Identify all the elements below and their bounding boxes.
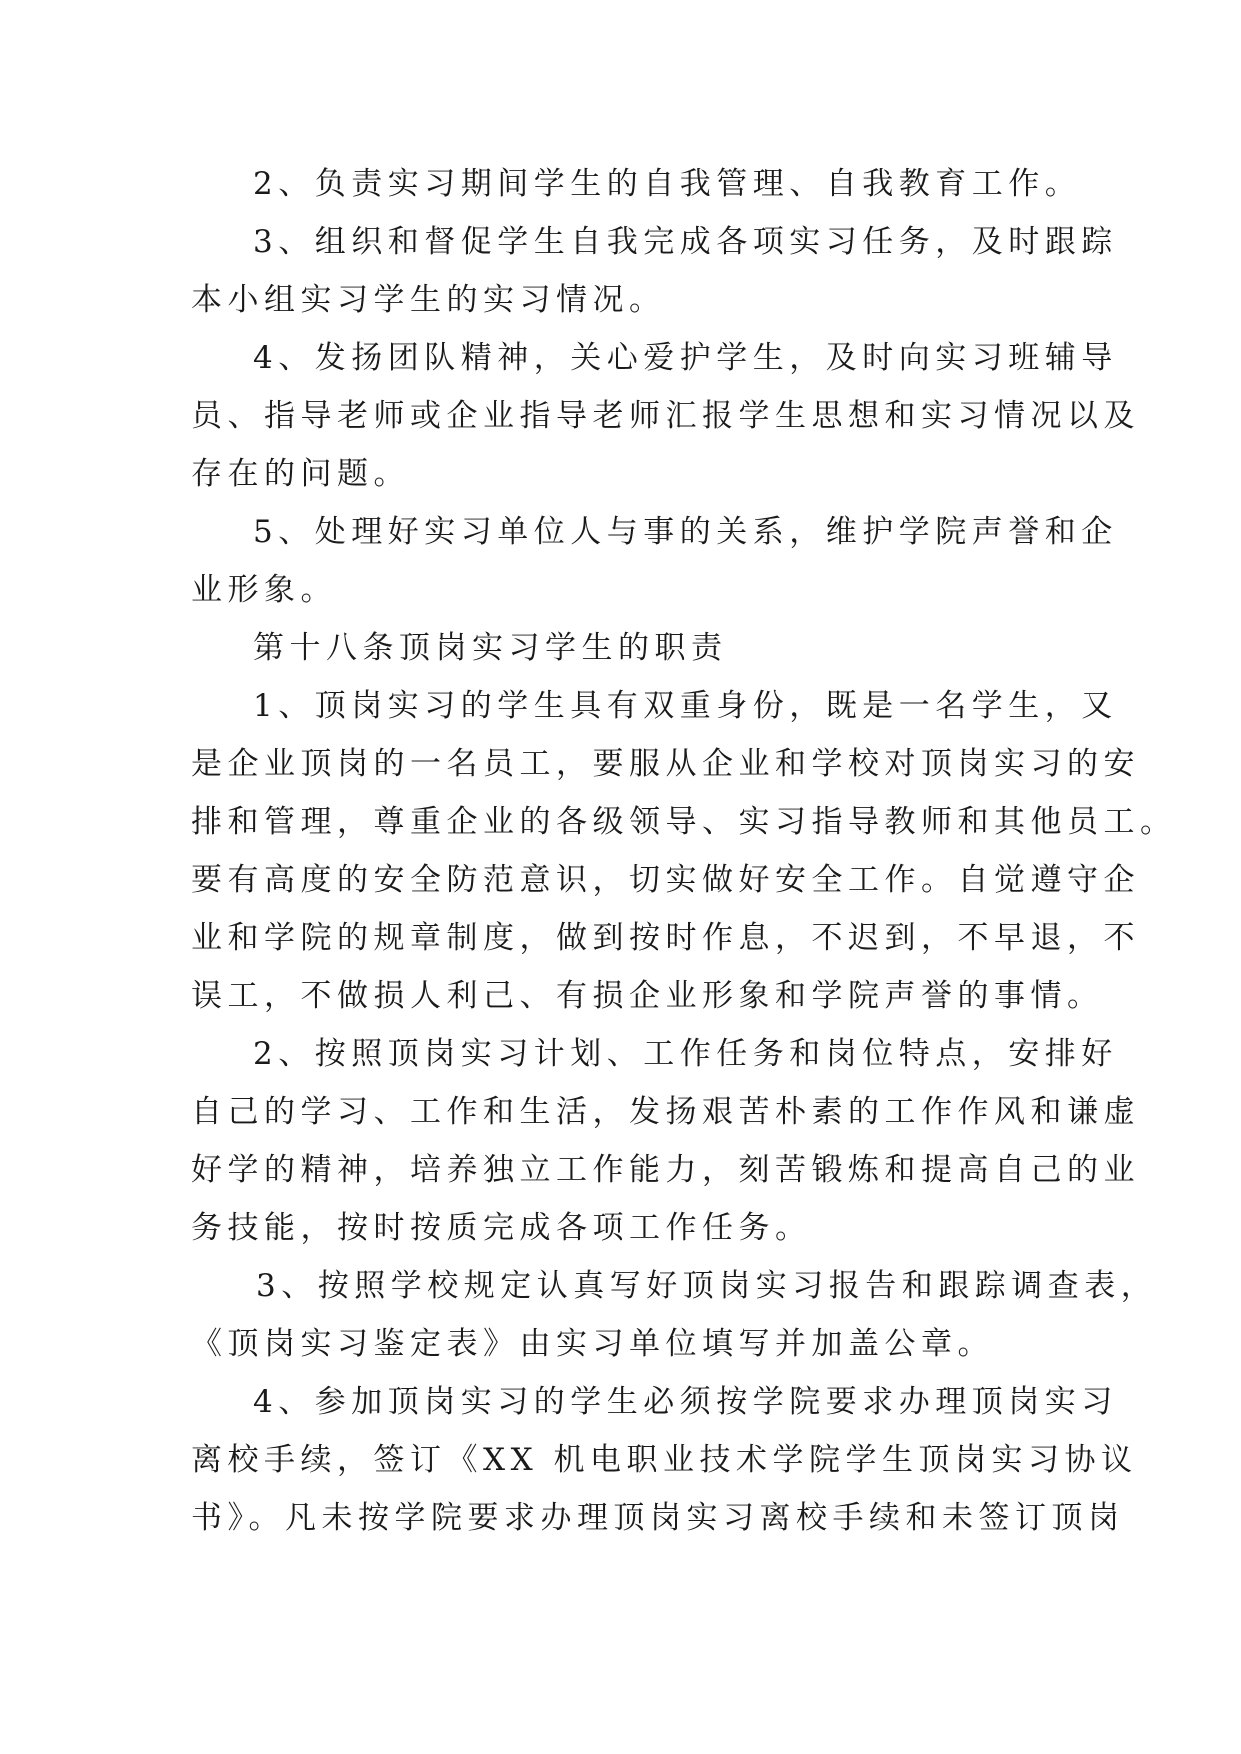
paragraph-line: 误工，不做损人利己、有损企业形象和学院声誉的事情。 [191, 978, 1104, 1014]
paragraph-line: 1、顶岗实习的学生具有双重身份，既是一名学生，又 [253, 688, 1118, 724]
paragraph-line: 《顶岗实习鉴定表》由实习单位填写并加盖公章。 [191, 1326, 994, 1362]
paragraph-line: 3、组织和督促学生自我完成各项实习任务，及时跟踪 [253, 224, 1118, 260]
paragraph-line: 5、处理好实习单位人与事的关系，维护学院声誉和企 [253, 514, 1118, 550]
paragraph-line: 2、负责实习期间学生的自我管理、自我教育工作。 [253, 166, 1082, 202]
section-heading: 第十八条顶岗实习学生的职责 [253, 630, 728, 666]
paragraph-line: 本小组实习学生的实习情况。 [191, 282, 666, 318]
paragraph-line: 存在的问题。 [191, 456, 410, 492]
paragraph-line: 书》。凡未按学院要求办理顶岗实习离校手续和未签订顶岗 [191, 1500, 1125, 1536]
paragraph-line: 排和管理，尊重企业的各级领导、实习指导教师和其他员工。 [191, 804, 1177, 840]
paragraph-line: 自己的学习、工作和生活，发扬艰苦朴素的工作作风和谦虚 [191, 1094, 1140, 1130]
paragraph-line: 2、按照顶岗实习计划、工作任务和岗位特点，安排好 [253, 1036, 1118, 1072]
paragraph-line: 务技能，按时按质完成各项工作任务。 [191, 1210, 812, 1246]
paragraph-line: 要有高度的安全防范意识，切实做好安全工作。自觉遵守企 [191, 862, 1140, 898]
paragraph-line: 好学的精神，培养独立工作能力，刻苦锻炼和提高自己的业 [191, 1152, 1140, 1188]
paragraph-line: 3、按照学校规定认真写好顶岗实习报告和跟踪调查表， [256, 1268, 1158, 1304]
paragraph-line: 业和学院的规章制度，做到按时作息，不迟到，不早退，不 [191, 920, 1140, 956]
paragraph-line: 业形象。 [191, 572, 337, 608]
paragraph-line: 员、指导老师或企业指导老师汇报学生思想和实习情况以及 [191, 398, 1140, 434]
paragraph-line: 是企业顶岗的一名员工，要服从企业和学校对顶岗实习的安 [191, 746, 1140, 782]
paragraph-line: 4、发扬团队精神，关心爱护学生，及时向实习班辅导 [253, 340, 1118, 376]
paragraph-line: 离校手续，签订《XX 机电职业技术学院学生顶岗实习协议 [191, 1442, 1138, 1478]
paragraph-line: 4、参加顶岗实习的学生必须按学院要求办理顶岗实习 [253, 1384, 1118, 1420]
